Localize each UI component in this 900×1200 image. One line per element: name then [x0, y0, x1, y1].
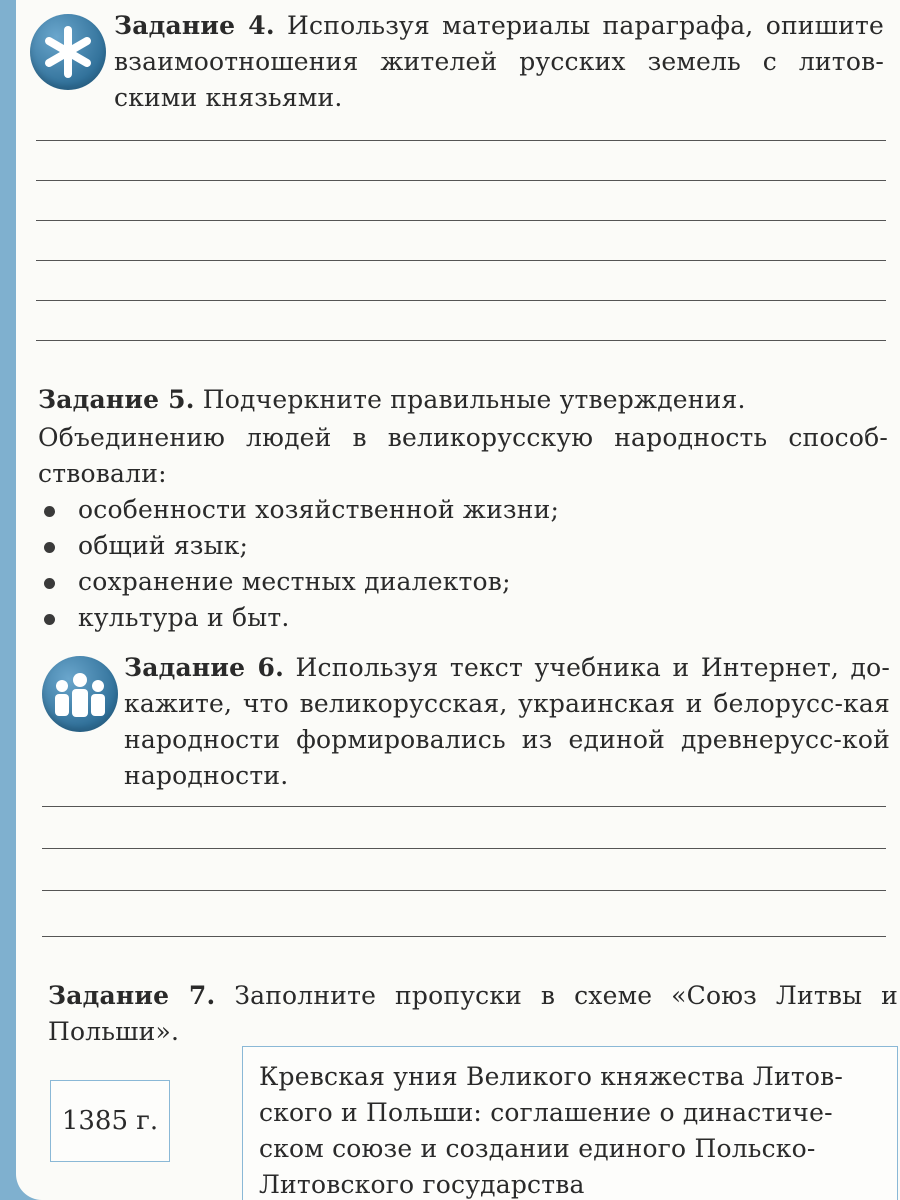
task-6-label: Задание 6. — [124, 653, 284, 682]
answer-line[interactable] — [42, 890, 886, 891]
statement-item[interactable]: особенности хозяйственной жизни; — [38, 492, 888, 528]
answer-line[interactable] — [36, 140, 886, 141]
task-7-label: Задание 7. — [48, 981, 216, 1010]
answer-line[interactable] — [36, 340, 886, 341]
group-people-icon — [42, 656, 118, 732]
task-5-title: Подчеркните правильные утверждения. — [202, 385, 746, 414]
answer-line[interactable] — [36, 220, 886, 221]
task-7 — [48, 978, 898, 1050]
task-4-label: Задание 4. — [114, 11, 275, 40]
scheme-definition: Кревская уния Великого княжества Литов-ского и Польши: соглашение о династиче-ском союзе и создании единого Польско-Литовского государства — [259, 1062, 844, 1199]
task-6 — [124, 650, 890, 794]
answer-line[interactable] — [42, 806, 886, 807]
answer-line[interactable] — [42, 936, 886, 937]
asterisk-icon — [30, 14, 106, 90]
scheme-year-box — [50, 1080, 170, 1162]
answer-line[interactable] — [36, 260, 886, 261]
scheme-year: 1385 г. — [61, 1106, 159, 1136]
scheme-definition-box — [242, 1046, 898, 1200]
task-6-text: Используя текст учебника и Интернет, до-кажите, что великорусская, украинская и белорусс-кая народности формировались из единой древнерусс-кой народности. — [124, 653, 891, 790]
answer-line[interactable] — [36, 180, 886, 181]
answer-line[interactable] — [42, 848, 886, 849]
answer-line[interactable] — [36, 300, 886, 301]
task-4-text: Используя материалы параграфа, опишите взаимоотношения жителей русских земель с литов-скими князьями. — [114, 11, 884, 112]
task-7-text: Заполните пропуски в схеме «Союз Литвы и Польши». — [48, 981, 898, 1046]
statement-list — [38, 492, 888, 636]
workbook-page — [16, 0, 900, 1200]
task-4 — [114, 8, 884, 116]
task-5 — [38, 382, 888, 636]
statement-item[interactable]: общий язык; — [38, 528, 888, 564]
statement-item[interactable]: культура и быт. — [38, 600, 888, 636]
task-5-label: Задание 5. — [38, 385, 195, 414]
task-5-intro: Объединению людей в великорусскую народность способ-ствовали: — [38, 423, 888, 488]
statement-item[interactable]: сохранение местных диалектов; — [38, 564, 888, 600]
